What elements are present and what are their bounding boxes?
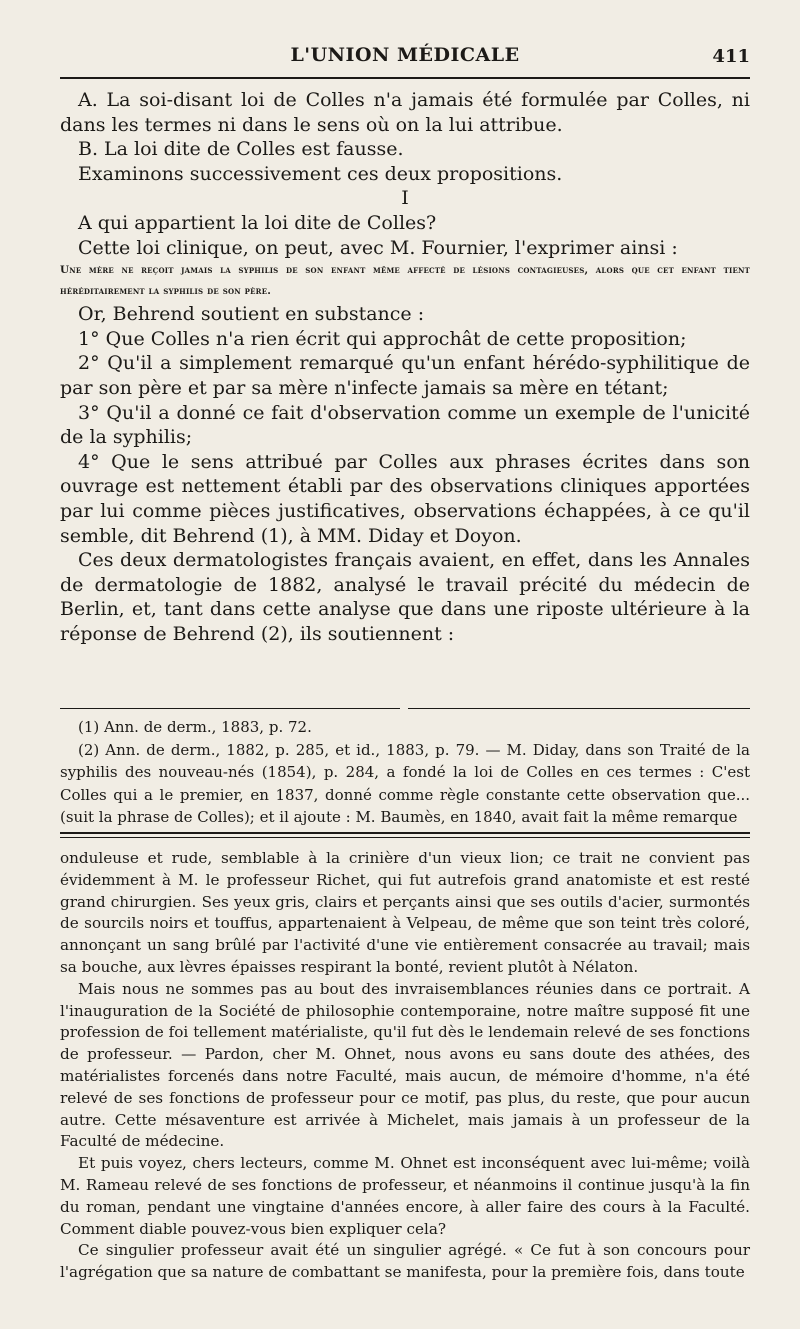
- footnote-rule-left: [60, 708, 400, 709]
- proposition-b: B. La loi dite de Colles est fausse.: [78, 138, 404, 161]
- running-title: L'UNION MÉDICALE: [290, 44, 520, 66]
- footnote-2: (2) Ann. de derm., 1882, p. 285, et id., 1883, p. 79. — M. Diday, dans son Traité de la syphilis des nouveau-nés (1854), p. 284, a fondé la loi de Colles en ces termes : C'est Colles qui a le premier, en 1837, donné comme règle constante cette observation que... (suit la phrase de Colles); et il ajoute : M. Baumès, en 1840, avait fait la même remarque: [60, 740, 750, 826]
- law-statement: Une mère ne reçoit jamais la syphilis de son enfant même affecté de lésions contagieuses, alors que cet enfant tient héréditairement la syphilis de son père.: [60, 264, 750, 298]
- footnote-1: (1) Ann. de derm., 1883, p. 72.: [78, 718, 312, 736]
- feuilleton-paragraph-4: Ce singulier professeur avait été un singulier agrégé. « Ce fut à son concours pour l'agrégation que sa nature de combattant se manifesta, pour la première fois, dans toute: [60, 1241, 750, 1282]
- section-number: I: [401, 187, 409, 210]
- footnotes: [60, 716, 750, 829]
- feuilleton-paragraph-1: onduleuse et rude, semblable à la crinière d'un vieux lion; ce trait ne convient pas évidemment à M. le professeur Richet, qui fut autrefois grand anatomiste et est resté grand chirurgien. Ses yeux gris, clairs et perçants ainsi que ses outils d'acier, surmontés de sourcils noirs et touffus, appartenaient à Velpeau, de même que son teint très coloré, annonçant un sang brûlé par l'activité d'une vie entièrement consacrée au travail; mais sa bouche, aux lèvres épaisses respirant la bonté, revient plutôt à Nélaton.: [60, 849, 750, 976]
- paragraph-fournier: Cette loi clinique, on peut, avec M. Fournier, l'exprimer ainsi :: [78, 236, 678, 259]
- feuilleton-paragraph-3: Et puis voyez, chers lecteurs, comme M. Ohnet est inconséquent avec lui-même; voilà M. Rameau relevé de ses fonctions de professeur, et néanmoins il continue jusqu'à la fin du roman, pendant une vingtaine d'années encore, à aller faire des cours à la Faculté. Comment diable pouvez-vous bien expliquer cela?: [60, 1154, 750, 1238]
- page-header: [60, 44, 750, 74]
- paragraph-behrend: Or, Behrend soutient en substance :: [78, 303, 425, 326]
- article-body: [60, 88, 750, 646]
- list-item-1: 1° Que Colles n'a rien écrit qui approchât de cette proposition;: [78, 327, 687, 350]
- paragraph-question: A qui appartient la loi dite de Colles?: [78, 211, 437, 234]
- footnote-rule-right: [408, 708, 750, 709]
- proposition-a: A. La soi-disant loi de Colles n'a jamais été formulée par Colles, ni dans les termes ni dans le sens où on la lui attribue.: [60, 89, 750, 136]
- feuilleton-section: [60, 848, 750, 1284]
- list-item-3: 3° Qu'il a donné ce fait d'observation comme un exemple de l'unicité de la syphilis;: [60, 401, 750, 449]
- feuilleton-paragraph-2: Mais nous ne sommes pas au bout des invraisemblances réunies dans ce portrait. A l'inauguration de la Société de philosophie contemporaine, notre maître supposé fit une profession de foi tellement matérialiste, qu'il fut dès le lendemain relevé de ses fonctions de professeur. — Pardon, cher M. Ohnet, nous avons eu sans doute des athées, des matérialistes forcenés dans notre Faculté, mais aucun, de mémoire d'homme, n'a été relevé de ses fonctions de professeur pour ce motif, pas plus, du reste, que pour aucun autre. Cette mésaventure est arrivée à Michelet, mais jamais à un professeur de la Faculté de médecine.: [60, 979, 750, 1151]
- list-item-4: 4° Que le sens attribué par Colles aux phrases écrites dans son ouvrage est nettement établi par des observations cliniques apportées par lui comme pièces justificatives, observations échappées, à ce qu'il semble, dit Behrend (1), à MM. Diday et Doyon.: [60, 450, 750, 547]
- list-item-2: 2° Qu'il a simplement remarqué qu'un enfant hérédo-syphilitique de par son père et par sa mère n'infecte jamais sa mère en tétant;: [60, 352, 750, 399]
- header-rule: [60, 77, 750, 79]
- feuilleton-double-rule: [60, 832, 750, 838]
- page-number: 411: [712, 46, 750, 67]
- paragraph-examinons: Examinons successivement ces deux propositions.: [78, 162, 563, 185]
- paragraph-dermatologistes: Ces deux dermatologistes français avaient, en effet, dans les Annales de dermatologie de 1882, analysé le travail précité du médecin de Berlin, et, tant dans cette analyse que dans une riposte ultérieure à la réponse de Behrend (2), ils soutiennent :: [60, 549, 750, 645]
